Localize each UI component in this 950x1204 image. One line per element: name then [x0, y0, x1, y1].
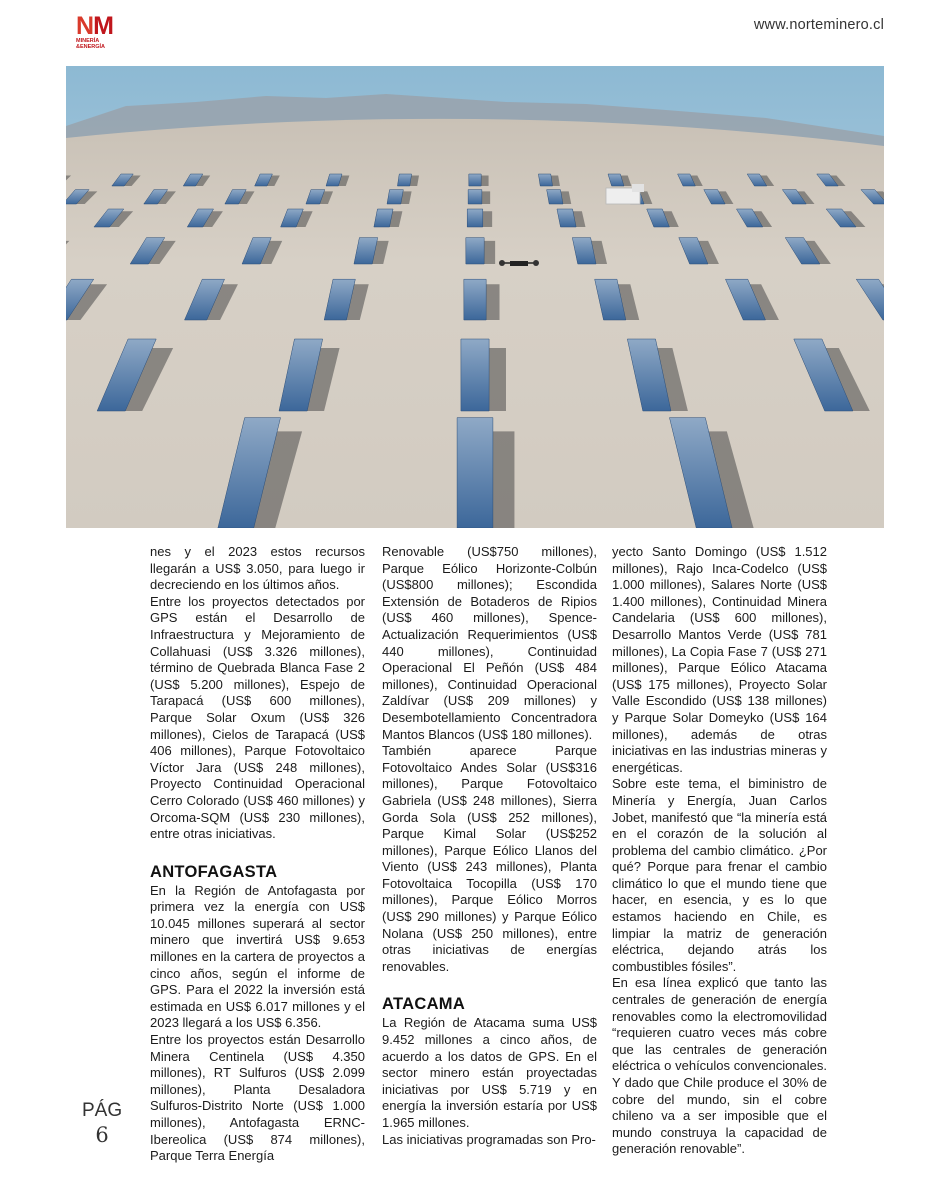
solar-farm-illustration [66, 66, 884, 528]
paragraph: Entre los proyectos detectados por GPS están el Desarrollo de Infraestructura y Mejoramiento de Collahuasi (US$ 3.326 millones), término de Quebrada Blanca Fase 2 (US$ 5.200 millones), Espejo de Tarapacá (US$ 600 millones), Parque Solar Oxum (US$ 326 millones), Cielos de Tarapacá (US$ 406 millones), Parque Fotovoltaico Víctor Jara (US$ 248 millones), Proyecto Continuidad Operacional Cerro Colorado (US$ 460 millones) y Orcoma-SQM (US$ 230 millones), entre otras iniciativas. [150, 593, 365, 842]
paragraph: nes y el 2023 estos recursos llegarán a US$ 3.050, para luego ir decreciendo en los últimos años. [150, 544, 365, 593]
norte-minero-logo[interactable] [76, 14, 116, 48]
logo-letters: NM [76, 12, 113, 40]
paragraph: Sobre este tema, el biministro de Minería y Energía, Juan Carlos Jobet, manifestó que “la minería está en el corazón de la solución al problema del cambio climático. ¿Por qué? Porque para frenar el cambio climático lo que el mundo tiene que hacer, en esencia, y es lo que estamos haciendo en Chile, es limpiar la matriz de generación eléctrica, dejando atrás los combustibles fósiles”. [612, 776, 827, 974]
paragraph: Las iniciativas programadas son Pro- [382, 1131, 596, 1147]
logo-subtitle-energia: &ENERGÍA [76, 44, 106, 50]
paragraph: yecto Santo Domingo (US$ 1.512 millones), Rajo Inca-Codelco (US$ 1.000 millones), Salares Norte (US$ 1.400 millones), Continuidad Minera Candelaria (US$ 600 millones), Desarrollo Mantos Verde (US$ 781 millones), La Copia Fase 7 (US$ 271 millones), Parque Eólico Atacama (US$ 175 millones), Proyecto Solar Valle Escondido (US$ 138 millones) y Parque Solar Domeyko (US$ 164 millones), además de otras iniciativas en las industrias mineras y energéticas. [612, 544, 827, 775]
paragraph: También aparece Parque Fotovoltaico Andes Solar (US$316 millones), Parque Fotovoltaico Gabriela (US$ 248 millones), Sierra Gorda Sola (US$ 252 millones), Parque Kimal Solar (US$252 millones), Parque Eólico Llanos del Viento (US$ 243 millones), Planta Fotovoltaica Tocopilla (US$ 170 millones), Parque Eólico Morros (US$ 290 millones) y Parque Eólico Nolana (US$ 250 millones), entre otras iniciativas de energías renovables. [382, 743, 597, 974]
solar-panel [538, 174, 552, 186]
paragraph: Renovable (US$750 millones), Parque Eólico Horizonte-Colbún (US$800 millones); Escondida Extensión de Botaderos de Ripios (US$ 460 millones), Spence-Actualización Requerimientos (US$ 440 millones), Continuidad Operacional El Peñón (US$ 484 millones), Continuidad Operacional Zaldívar (US$ 209 millones) y Desembotellamiento Concentradora Mantos Blancos (US$ 180 millones). [382, 544, 597, 742]
solar-panel [469, 174, 481, 186]
section-heading-atacama: ATACAMA [382, 995, 466, 1014]
solar-panel [397, 174, 411, 186]
paragraph: En la Región de Antofagasta por primera vez la energía con US$ 10.045 millones superará al sector minero que invertirá US$ 9.653 millones en la cartera de proyectos a cinco años, según el informe de GPS. Para el 2022 la inversión está estimada en US$ 6.017 millones y el 2023 llegará a los US$ 6.356. [150, 882, 365, 1031]
solar-farm-photo [66, 66, 884, 528]
solar-panel [467, 209, 483, 227]
article-column-3 [612, 544, 827, 1158]
solar-panel [466, 238, 484, 264]
solar-panel [547, 190, 563, 204]
paragraph: Entre los proyectos están Desarrollo Minera Centinela (US$ 4.350 millones), RT Sulfuros (US$ 2.099 millones), Planta Desaladora Sulfuros-Distrito Norte (US$ 1.000 millones), Antofagasta ERNC-Ibereolica (US$ 874 millones), Parque Terra Energía [150, 1032, 365, 1164]
solar-panel [374, 209, 393, 227]
page-number [82, 1100, 122, 1148]
logo-subtitle-mineria: MINERÍA [76, 38, 100, 44]
page-label: PÁG [82, 1100, 123, 1121]
solar-panel [461, 339, 489, 411]
section-heading-antofagasta: ANTOFAGASTA [150, 862, 278, 881]
page-number-value: 6 [95, 1123, 109, 1147]
article-column-2 [382, 544, 597, 1148]
solar-panel [457, 418, 493, 528]
solar-panel [464, 279, 486, 320]
article-column-1 [150, 544, 365, 1165]
solar-panel [387, 190, 403, 204]
paragraph: En esa línea explicó que tanto las centrales de generación de energía renovables como la electromovilidad “requieren cuatro veces más cobre que las centrales de generación eléctrica o vehículos convencionales. Y dado que Chile produce el 30% de cobre del mundo, sin el cobre chileno va a ser imposible que el mundo construya la capacidad de generación renovable”. [612, 975, 827, 1157]
solar-panel [468, 190, 482, 204]
solar-panel [557, 209, 576, 227]
site-url[interactable]: www.norteminero.cl [753, 17, 884, 33]
paragraph: La Región de Atacama suma US$ 9.452 millones a cinco años, de acuerdo a los datos de GPS. En el sector minero están proyectadas iniciativas por US$ 5.719 y en energía la inversión estaría por US$ 1.965 millones. [382, 1015, 597, 1130]
